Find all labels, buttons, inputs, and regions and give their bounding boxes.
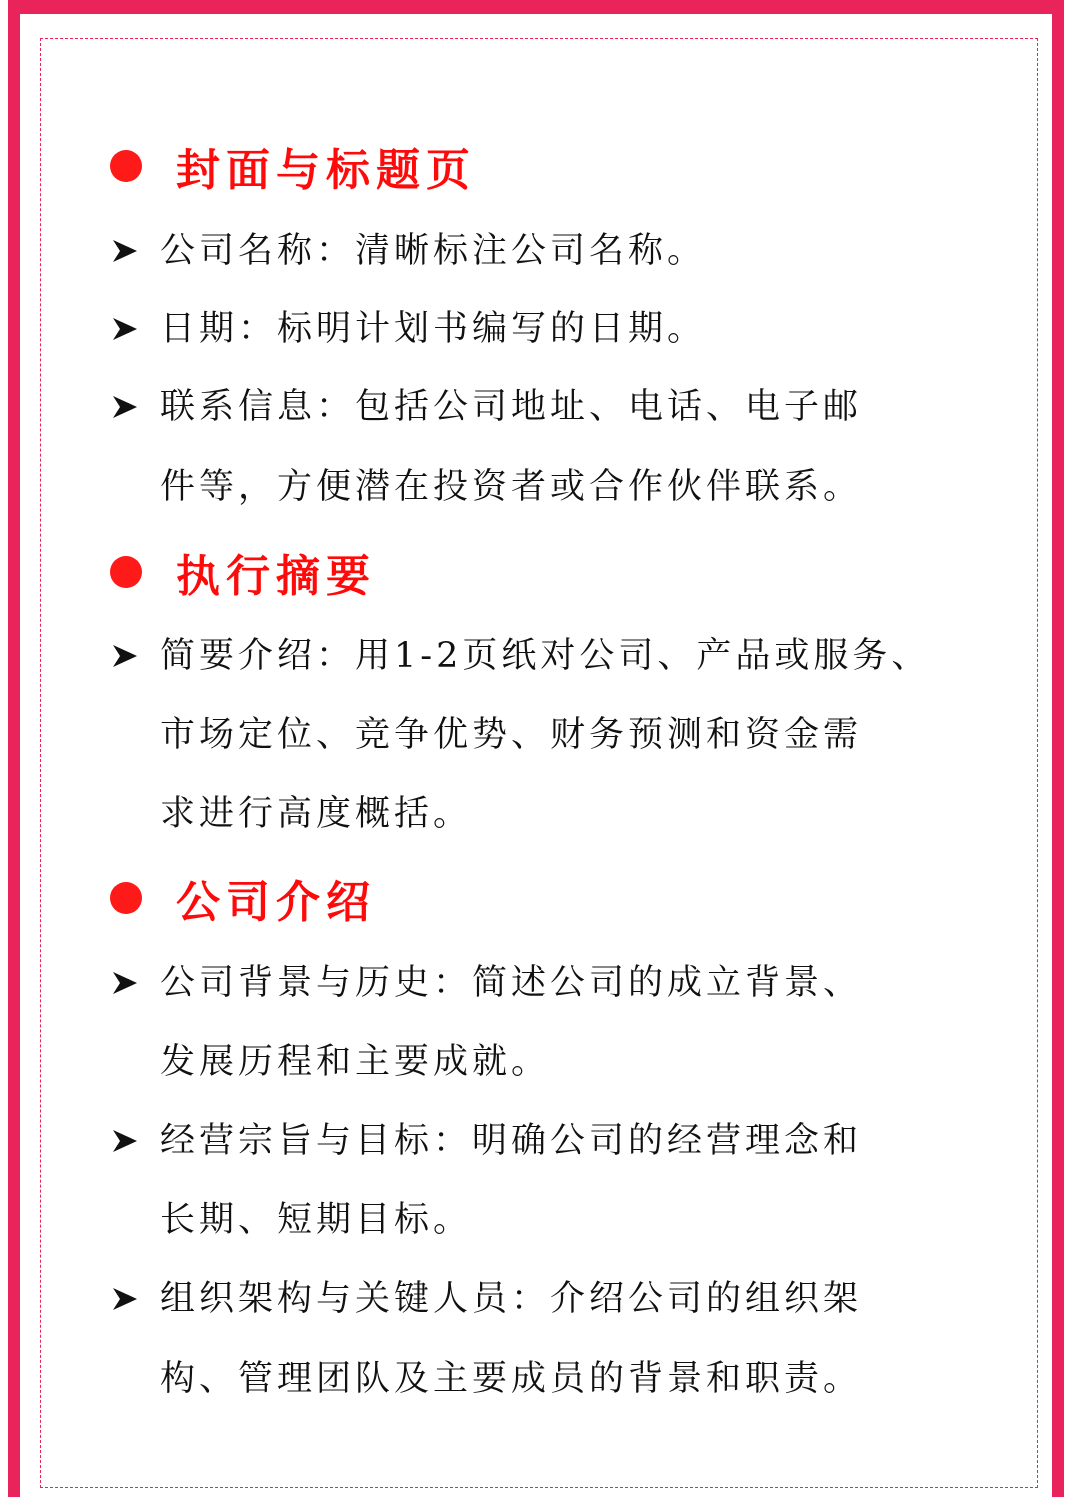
arrow-bullet-icon <box>110 220 144 282</box>
item-text-line-2: 市场定位、竞争优势、财务预测和资金需 <box>160 715 863 755</box>
item-text-line-2: 长期、短期目标。 <box>160 1200 473 1240</box>
item-text-line-1: 联系信息：包括公司地址、电话、电子邮 <box>160 387 863 427</box>
arrow-bullet-icon <box>110 625 144 687</box>
arrow-bullet-icon <box>110 298 144 360</box>
item-text: 日期：标明计划书编写的日期。 <box>160 309 707 349</box>
section-title: 公司介绍 <box>176 877 376 928</box>
section-heading-company <box>110 868 376 928</box>
item-text-line-1: 经营宗旨与目标：明确公司的经营理念和 <box>160 1121 863 1161</box>
item-text-line-2: 构、管理团队及主要成员的背景和职责。 <box>160 1359 863 1399</box>
item-text-line-1: 组织架构与关键人员：介绍公司的组织架 <box>160 1279 863 1319</box>
arrow-bullet-icon <box>110 1268 144 1330</box>
item-text-line-1: 简要介绍：用1-2页纸对公司、产品或服务、 <box>160 636 931 676</box>
item-text: 公司名称：清晰标注公司名称。 <box>160 231 707 271</box>
section-title: 执行摘要 <box>176 551 376 602</box>
item-text-line-1: 公司背景与历史：简述公司的成立背景、 <box>160 963 863 1003</box>
arrow-bullet-icon <box>110 1110 144 1172</box>
item-text-line-2: 件等，方便潜在投资者或合作伙伴联系。 <box>160 467 863 507</box>
arrow-bullet-icon <box>110 952 144 1014</box>
item-text-line-3: 求进行高度概括。 <box>160 794 473 834</box>
arrow-bullet-icon <box>110 376 144 438</box>
item-text-line-2: 发展历程和主要成就。 <box>160 1042 551 1082</box>
red-dot-icon <box>110 556 142 588</box>
section-heading-cover <box>110 136 476 196</box>
red-dot-icon <box>110 882 142 914</box>
section-heading-summary <box>110 542 376 602</box>
red-dot-icon <box>110 150 142 182</box>
section-title: 封面与标题页 <box>176 145 476 196</box>
